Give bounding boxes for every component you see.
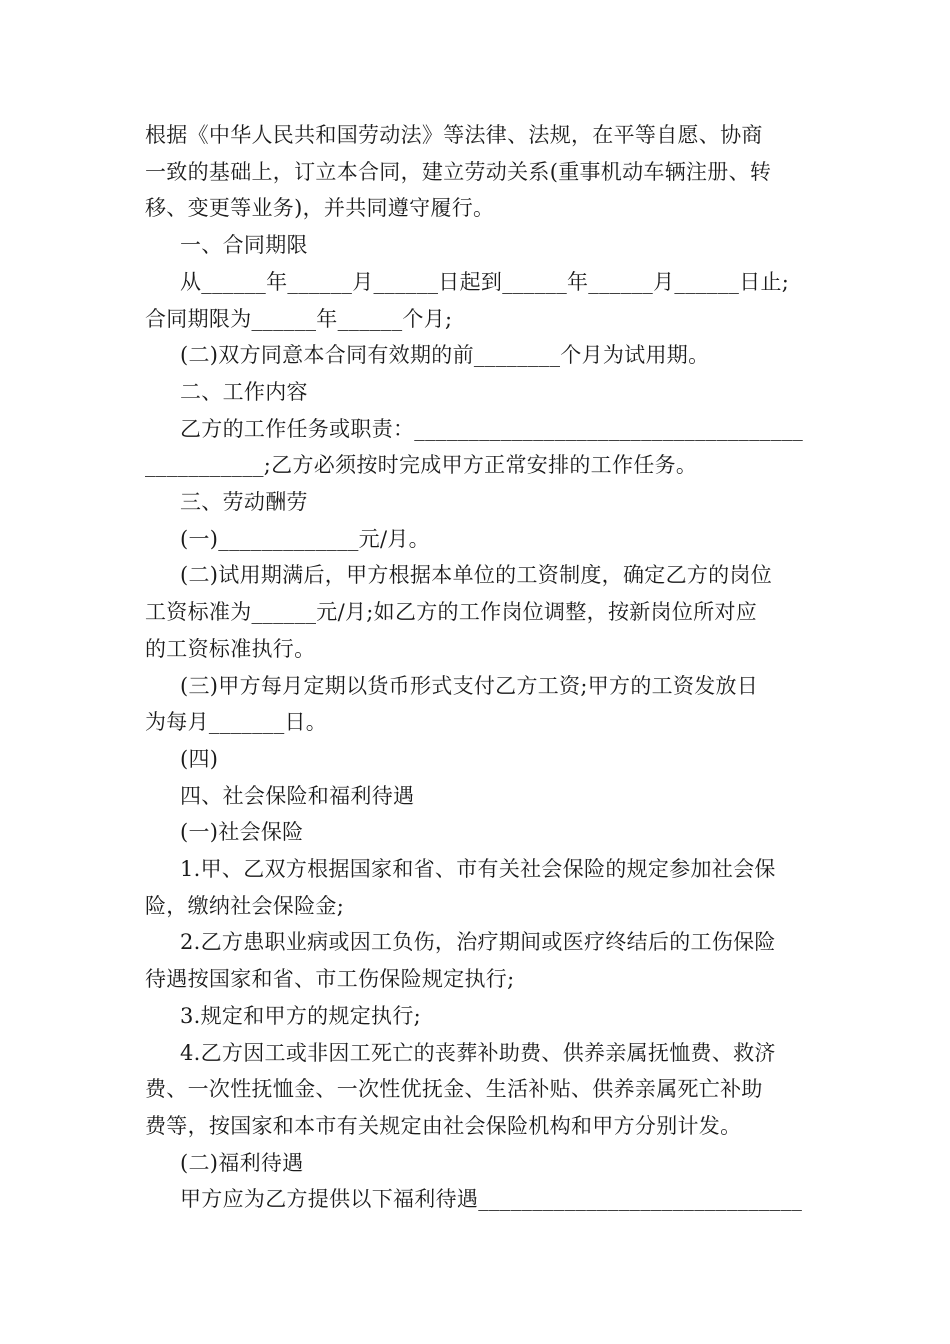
text-line: 甲方应为乙方提供以下福利待遇______________________________: [180, 1187, 803, 1212]
text-line: 为每月_______日。: [145, 710, 328, 735]
subsection-heading: (二)福利待遇: [180, 1150, 304, 1175]
text-line: 险，缴纳社会保险金;: [145, 893, 345, 918]
text-line: 一致的基础上，订立本合同，建立劳动关系(重事机动车辆注册、转: [145, 159, 772, 184]
subsection-heading: (一)社会保险: [180, 820, 304, 845]
text-line: 待遇按国家和省、市工伤保险规定执行;: [145, 967, 515, 992]
text-line: 根据《中华人民共和国劳动法》等法律、法规，在平等自愿、协商: [145, 123, 763, 147]
text-line: 4.乙方因工或非因工死亡的丧葬补助费、供养亲属抚恤费、救济: [180, 1040, 776, 1065]
text-line: 工资标准为______元/月;如乙方的工作岗位调整，按新岗位所对应: [145, 600, 758, 625]
text-line: (一)_____________元/月。: [180, 526, 430, 551]
text-line: 乙方的工作任务或职责：____________________________________: [180, 416, 804, 441]
text-line: (三)甲方每月定期以货币形式支付乙方工资;甲方的工资发放日: [180, 673, 759, 698]
section-heading-term: 一、合同期限: [180, 233, 308, 258]
text-line: 1.甲、乙双方根据国家和省、市有关社会保险的规定参加社会保: [180, 857, 776, 882]
text-line: 费等，按国家和本市有关规定由社会保险机构和甲方分别计发。: [145, 1113, 742, 1138]
text-line: 从______年______月______日起到______年______月______日止;: [180, 269, 790, 294]
text-line: ___________;乙方必须按时完成甲方正常安排的工作任务。: [145, 453, 698, 478]
text-line: 的工资标准执行。: [145, 636, 316, 661]
section-heading-work: 二、工作内容: [180, 379, 308, 404]
text-line: 费、一次性抚恤金、一次性优抚金、生活补贴、供养亲属死亡补助: [145, 1077, 763, 1102]
contract-body: [145, 117, 805, 1218]
text-line: 3.规定和甲方的规定执行;: [180, 1003, 422, 1028]
text-line: (二)试用期满后，甲方根据本单位的工资制度，确定乙方的岗位: [180, 563, 773, 588]
section-heading-pay: 三、劳动酬劳: [180, 490, 308, 515]
text-line: (二)双方同意本合同有效期的前________个月为试用期。: [180, 343, 710, 368]
text-line: (四): [180, 746, 219, 771]
section-heading-insurance: 四、社会保险和福利待遇: [180, 783, 415, 808]
text-line: 2.乙方患职业病或因工负伤，治疗期间或医疗终结后的工伤保险: [180, 930, 776, 955]
text-line: 移、变更等业务)，并共同遵守履行。: [145, 196, 495, 221]
text-line: 合同期限为______年______个月;: [145, 306, 453, 331]
